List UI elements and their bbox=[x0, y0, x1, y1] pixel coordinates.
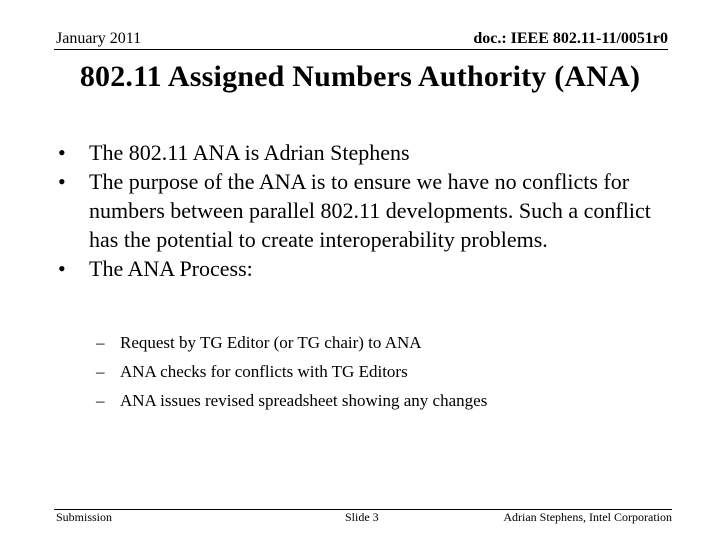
header-doc-id: doc.: IEEE 802.11-11/0051r0 bbox=[473, 30, 668, 47]
bullet-dot-icon: • bbox=[58, 169, 66, 194]
sub-bullet-item bbox=[96, 386, 487, 415]
bullet-text: The purpose of the ANA is to ensure we have no conflicts for numbers between parallel 802.11 developments. Such a conflict has the potential to create interoperability problems. bbox=[89, 169, 651, 252]
dash-icon: – bbox=[96, 362, 105, 381]
bullet-text: The 802.11 ANA is Adrian Stephens bbox=[89, 140, 410, 165]
bullet-text: The ANA Process: bbox=[89, 256, 253, 281]
dash-icon: – bbox=[96, 391, 105, 410]
sub-bullet-text: ANA issues revised spreadsheet showing any changes bbox=[120, 391, 488, 410]
dash-icon: – bbox=[96, 333, 105, 352]
header-date: January 2011 bbox=[56, 30, 142, 47]
sub-bullet-text: Request by TG Editor (or TG chair) to ANA bbox=[120, 333, 422, 352]
bullet-item bbox=[56, 254, 656, 283]
sub-bullet-item bbox=[96, 328, 487, 357]
footer-author: Adrian Stephens, Intel Corporation bbox=[503, 510, 672, 524]
bullet-dot-icon: • bbox=[58, 256, 66, 281]
bullet-item bbox=[56, 167, 656, 254]
footer-slide-number: Slide 3 bbox=[345, 510, 379, 524]
bullet-item bbox=[56, 138, 656, 167]
sub-bullet-item bbox=[96, 357, 487, 386]
bullet-dot-icon: • bbox=[58, 140, 66, 165]
sub-bullet-list bbox=[96, 328, 487, 415]
footer-submission: Submission bbox=[56, 510, 113, 524]
slide-title: 802.11 Assigned Numbers Authority (ANA) bbox=[79, 60, 641, 93]
header-divider bbox=[54, 49, 668, 50]
bullet-list bbox=[56, 138, 656, 283]
sub-bullet-text: ANA checks for conflicts with TG Editors bbox=[120, 362, 408, 381]
